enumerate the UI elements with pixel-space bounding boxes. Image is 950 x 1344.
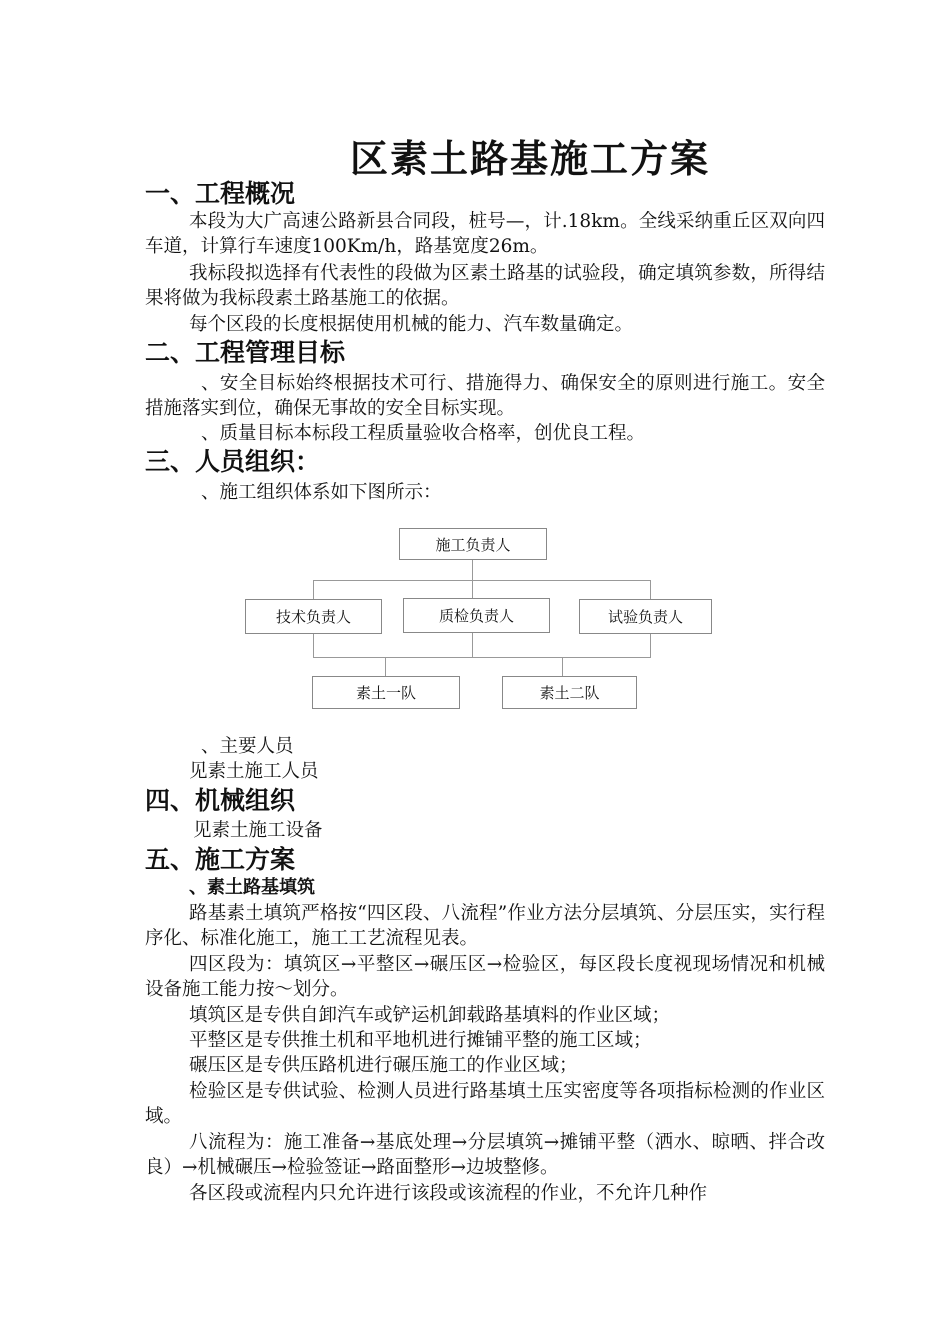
paragraph: 我标段拟选择有代表性的段做为区素土路基的试验段，确定填筑参数，所得结果将做为我标段素土路基施工的依据。 (145, 263, 825, 309)
paragraph: 碾压区是专供压路机进行碾压施工的作业区域； (189, 1055, 578, 1076)
org-box-team-one: 素土一队 (312, 676, 460, 709)
section-heading-overview: 一、工程概况 (145, 179, 296, 208)
section-heading-machinery: 四、机械组织 (145, 786, 296, 815)
connector-line (472, 633, 473, 658)
section-heading-personnel: 三、人员组织： (145, 447, 321, 476)
paragraph: 八流程为：施工准备→基底处理→分层填筑→摊铺平整（洒水、晾晒、拌合改良）→机械碾压→检验签证→路面整形→边坡整修。 (145, 1132, 825, 1178)
org-box-team-two: 素土二队 (502, 676, 637, 709)
subsection-heading: 、素土路基填筑 (189, 877, 315, 898)
org-box-testing-lead: 试验负责人 (579, 599, 712, 634)
section-heading-plan: 五、施工方案 (145, 845, 296, 874)
paragraph: 路基素土填筑严格按“四区段、八流程”作业方法分层填筑、分层压实，实行程序化、标准化施工，施工工艺流程见表。 (145, 903, 825, 949)
connector-line (313, 580, 651, 581)
paragraph: 、主要人员 (201, 736, 294, 757)
paragraph: 本段为大广高速公路新县合同段，桩号—，计.18km。全线采纳重丘区双向四车道，计算行车速度100Km/h，路基宽度26m。 (145, 211, 825, 257)
paragraph: 、质量目标本标段工程质量验收合格率，创优良工程。 (201, 423, 646, 444)
connector-line (313, 634, 314, 658)
section-heading-goals: 二、工程管理目标 (145, 338, 346, 367)
paragraph: 见素土施工设备 (193, 820, 323, 841)
paragraph: 、施工组织体系如下图所示： (201, 482, 442, 503)
paragraph: 各区段或流程内只允许进行该段或该流程的作业，不允许几种作 (189, 1183, 708, 1204)
connector-line (472, 580, 473, 598)
org-box-technical-lead: 技术负责人 (245, 599, 382, 634)
connector-line (562, 657, 563, 676)
paragraph: 填筑区是专供自卸汽车或铲运机卸载路基填料的作业区域； (189, 1005, 671, 1026)
org-box-quality-lead: 质检负责人 (403, 598, 550, 633)
connector-line (650, 580, 651, 599)
paragraph: 检验区是专供试验、检测人员进行路基填土压实密度等各项指标检测的作业区域。 (145, 1081, 825, 1127)
paragraph: 每个区段的长度根据使用机械的能力、汽车数量确定。 (189, 314, 634, 335)
connector-line (313, 657, 651, 658)
connector-line (385, 657, 386, 676)
document-title: 区素土路基施工方案 (349, 136, 710, 181)
paragraph: 平整区是专供推土机和平地机进行摊铺平整的施工区域； (189, 1030, 652, 1051)
paragraph: 四区段为：填筑区→平整区→碾压区→检验区，每区段长度视现场情况和机械设备施工能力按～划分。 (145, 954, 825, 1000)
connector-line (472, 559, 473, 581)
org-box-construction-lead: 施工负责人 (399, 528, 547, 560)
connector-line (313, 580, 314, 599)
connector-line (650, 634, 651, 658)
paragraph: 、安全目标始终根据技术可行、措施得力、确保安全的原则进行施工。安全措施落实到位，确保无事故的安全目标实现。 (145, 373, 825, 419)
paragraph: 见素土施工人员 (189, 761, 319, 782)
